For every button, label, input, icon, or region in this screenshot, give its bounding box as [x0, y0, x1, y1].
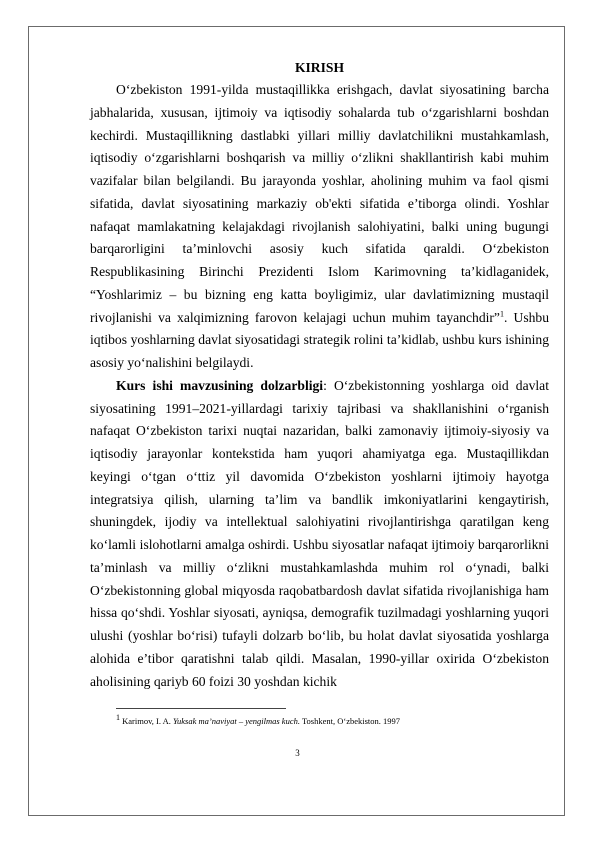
section-title: KIRISH: [294, 60, 345, 75]
paragraph-relevance-text: : O‘zbekistonning yoshlarga oid davlat siyosatining 1991–2021-yillardagi tarixiy tajribasi va shakllanishini o‘rganish nafaqat O‘zbekiston tarixi nuqtai nazaridan, balki zamonaviy ijtimoiy-siyosiy va iqtisodiy jarayonlar kontekstida ham yuqori ahamiyatga ega. Mustaqillikdan keyingi o‘tgan o‘ttiz yil davomida O‘zbekiston yoshlarni ijtimoiy hayotga integratsiya qilish, ularning ta’lim va bandlik imkoniyatlarini kengaytirish, shuningdek, ijodiy va intellektual salohiyatini rivojlantirishga qaratilgan keng ko‘lamli islohotlarni amalga oshirdi. Ushbu siyosatlar nafaqat ijtimoiy barqarorlikni ta’minlash va milliy o‘zlikni mustahkamlashda muhim rol o‘ynadi, balki O‘zbekistonning global miqyosda raqobatbardosh davlat sifatida rivojlanishiga ham hissa qo‘shdi. Yoshlar siyosati, ayniqsa, demografik tuzilmadagi yoshlarning yuqori ulushi (yoshlar bo‘risi) tufayli dolzarb bo‘lib, bu holat davlat siyosatida yoshlarga alohida e’tibor qaratishni talab qildi. Masalan, 1990-yillar oxirida O‘zbekiston aholisining qariyb 60 foizi 30 yoshdan kichik: [90, 377, 549, 689]
paragraph-relevance: [90, 375, 549, 694]
footnote-ref: 1: [499, 308, 504, 318]
footnote-divider: [116, 708, 286, 709]
footnote-work-title: Yuksak ma’naviyat – yengilmas kuch.: [173, 716, 300, 726]
paragraph-intro: [90, 79, 549, 375]
relevance-heading: Kurs ishi mavzusining dolzarbligi: [116, 377, 324, 393]
footnote: [116, 715, 556, 727]
footnote-number: 1: [116, 713, 120, 723]
page-number: 3: [295, 748, 300, 758]
document-body: [90, 57, 549, 693]
footnote-publication: Toshkent, O‘zbekiston. 1997: [299, 716, 401, 726]
paragraph-intro-tail: . Ushbu iqtibos yoshlarning davlat siyosatidagi strategik rolini ta’kidlab, ushbu kurs ishining asosiy yo‘nalishini belgilaydi.: [90, 309, 549, 370]
paragraph-intro-text: O‘zbekiston 1991-yilda mustaqillikka erishgach, davlat siyosatining barcha jabhalarida, xususan, ijtimoiy va iqtisodiy sohalarda tub o‘zgarishlarni boshdan kechirdi. Mustaqillikning dastlabki yillari milliy davlatchilikni mustahkamlash, iqtisodiy o‘zgarishlarni boshqarish va milliy o‘zlikni shakllantirish kabi muhim vazifalar bilan belgilandi. Bu jarayonda yoshlar, aholining muhim va faol qismi sifatida, davlat siyosatining markaziy ob'ekti sifatida e’tiborga olindi. Yoshlar nafaqat mamlakatning kelajakdagi rivojlanish salohiyatini, balki uning bugungi barqarorligini ta’minlovchi asosiy kuch sifatida qaraldi. O‘zbekiston Respublikasining Birinchi Prezidenti Islom Karimovning ta’kidlaganidek, “Yoshlarimiz – bu bizning eng katta boyligimiz, ular davlatimizning mustaqil rivojlanishi va xalqimizning farovon kelajagi uchun muhim tayanchdir”: [90, 82, 549, 325]
footnote-author: Karimov, I. A.: [120, 716, 174, 726]
